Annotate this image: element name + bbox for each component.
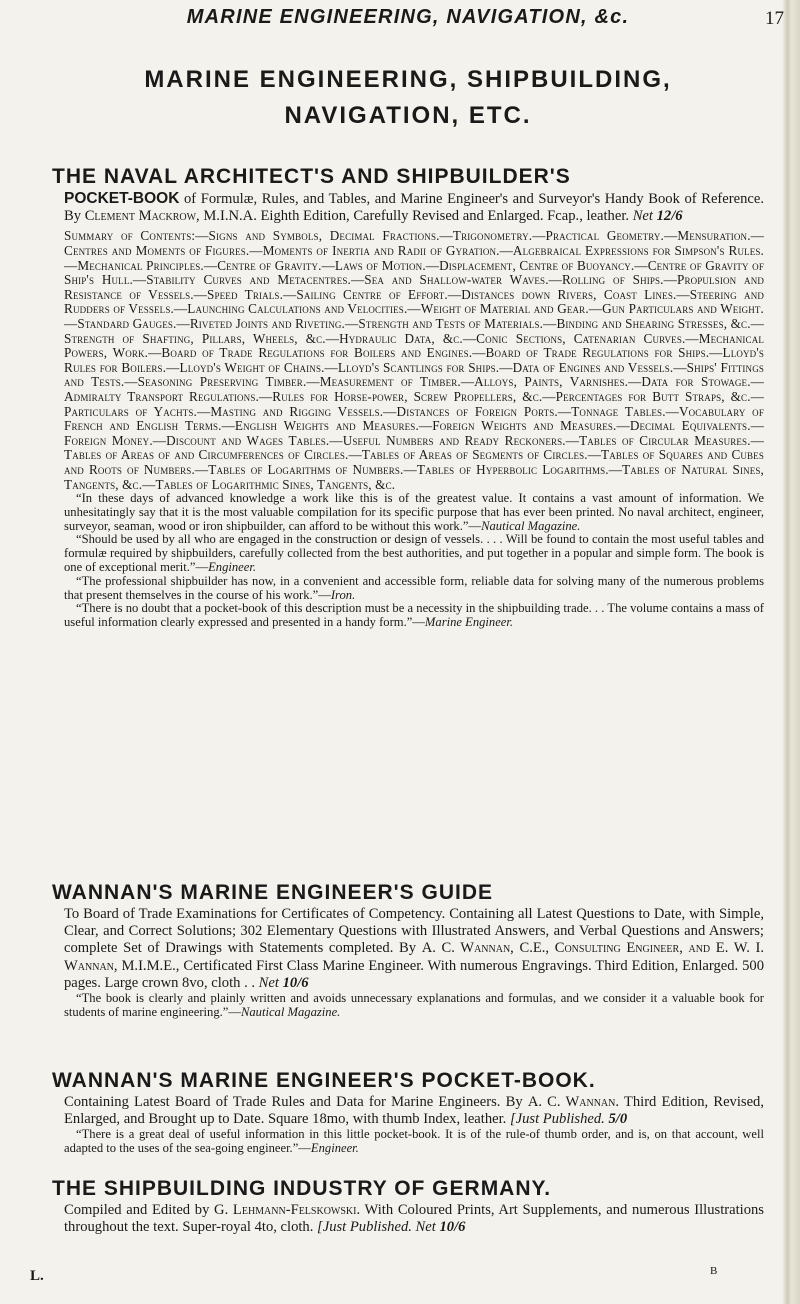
catalogue-page [30, 0, 784, 1304]
book-entry-shipbuilding-germany [52, 1176, 764, 1236]
description-text: Compiled and Edited by G. [64, 1202, 233, 1218]
review-source: Engineer. [208, 560, 256, 575]
review-text: “The book is clearly and plainly written and avoids unnecessary explanations and formulas, and we consider it a valuable book for students of marine engineering.”— [64, 991, 764, 1019]
book-contents: Summary of Contents:—Signs and Symbols, Decimal Fractions.—Trigonometry.—Practical Geometry.—Mensuration.—Centres and Moments of Figures.—Moments of Inertia and Radii of Gyration.—Algebraical Expressions for Simpson's Rules.—Mechanical Principles.—Centre of Gravity.—Laws of Motion.—Displacement, Centre of Buoyancy.—Centre of Gravity of Ship's Hull.—Stability Curves and Metacentres.—Sea and Shallow-water Waves.—Rolling of Ships.—Propulsion and Resistance of Vessels.—Speed Trials.—Sailing Centre of Effort.—Distances down Rivers, Coast Lines.—Steering and Rudders of Vessels.—Launching Calculations and Velocities.—Weight of Material and Gear.—Gun Particulars and Weight.—Standard Gauges.—Riveted Joints and Riveting.—Strength and Tests of Materials.—Binding and Shearing Stresses, &c.—Strength of Shafting, Pillars, Wheels, &c.—Hydraulic Data, &c.—Conic Sections, Catenarian Curves.—Mechanical Powers, Work.—Board of Trade Regulations for Boilers and Engines.—Board of Trade Regulations for Ships.—Lloyd's Rules for Boilers.—Lloyd's Weight of Chains.—Lloyd's Scantlings for Ships.—Data of Engines and Vessels.—Ships' Fittings and Tests.—Seasoning Preserving Timber.—Measurement of Timber.—Alloys, Paints, Varnishes.—Data for Stowage.—Admiralty Transport Regulations.—Rules for Horse-power, Screw Propellers, &c.—Percentages for Butt Straps, &c.—Particulars of Yachts.—Masting and Rigging Vessels.—Distances of Foreign Ports.—Tonnage Tables.—Vocabulary of French and English Terms.—English Weights and Measures.—Foreign Weights and Measures.—Decimal Equivalents.—Foreign Money.—Discount and Wages Tables.—Useful Numbers and Ready Reckoners.—Tables of Circular Measures.—Tables of Areas of and Circumferences of Circles.—Tables of Areas of Segments of Circles.—Tables of Squares and Cubes and Roots of Numbers.—Tables of Logarithms of Numbers.—Tables of Hyperbolic Logarithms.—Tables of Natural Sines, Tangents, &c.—Tables of Logarithmic Sines, Tangents, &c. [64, 228, 764, 492]
review-text: “Should be used by all who are engaged in the construction or design of vessels. . . . Will be found to contain the most useful tables and formulæ required by shipbuilders, carefully collected from the best authorities, and put together in a popular and simple form. The book is one of exceptional merit.”— [64, 532, 764, 575]
review-source: Iron. [330, 587, 356, 602]
book-description [64, 1202, 764, 1236]
book-author: A. C. Wannan, C.E., Consulting Engineer, and E. W. I. Wannan, M.I.M.E., [64, 940, 764, 974]
page-edge [782, 0, 800, 1304]
signature-mark: B [710, 1265, 718, 1277]
price-label: Net [258, 974, 279, 991]
description-text-2: With Coloured Prints, Art Supplements, and numerous Illustrations throughout the text. Super-royal 4to, cloth. [64, 1202, 764, 1236]
book-description [64, 190, 764, 225]
section-title-line-2: NAVIGATION, ETC. [284, 102, 532, 129]
book-title: THE NAVAL ARCHITECT'S AND SHIPBUILDER'S [52, 165, 571, 188]
book-entry-marine-engineers-guide [52, 880, 764, 1020]
review [64, 992, 764, 1020]
page-number: 17 [765, 8, 784, 29]
description-text-2: Certificated First Class Marine Engineer. With numerous Engravings. Third Edition, Enlarged. 500 pages. Large crown 8vo, cloth . . [64, 957, 764, 991]
review-text: “In these days of advanced knowledge a work like this is of the greatest value. It contains a vast amount of information. We unhesitatingly say that it is the most valuable compilation for its specific purpose that has ever been printed. No naval architect, engineer, surveyor, seaman, wood or iron shipbuilder, can afford to be without this work.”— [64, 491, 764, 533]
book-author: A. C. Wannan. [527, 1094, 620, 1110]
description-text: Containing Latest Board of Trade Rules and Data for Marine Engineers. By [64, 1094, 528, 1110]
review-text: “There is a great deal of useful information in this little pocket-book. It is of the rule-of thumb order, and is, on that account, well adapted to the uses of the sea-going engineer.”— [64, 1127, 764, 1156]
book-title: WANNAN'S MARINE ENGINEER'S POCKET-BOOK. [52, 1069, 596, 1092]
book-author: Lehmann-Felskowski. [232, 1202, 361, 1218]
review-source: Nautical Magazine. [240, 1004, 341, 1019]
footer-letter: L. [30, 1268, 44, 1284]
section-title [52, 62, 764, 134]
price-label: [Just Published. [509, 1111, 605, 1128]
book-price: 12/6 [656, 208, 683, 225]
book-price: 10/6 [282, 974, 309, 991]
book-price: 10/6 [439, 1219, 466, 1236]
book-price: 5/0 [608, 1111, 628, 1128]
book-title: WANNAN'S MARINE ENGINEER'S GUIDE [52, 881, 494, 904]
review [64, 533, 764, 574]
description-text: To Board of Trade Examinations for Certificates of Competency. Containing all Latest Questions to Date, with Simple, Clear, and Correct Solutions; 302 Elementary Questions with Illustrated Answers, and Verbal Questions and Answers; complete Set of Drawings with Statements completed. By [64, 906, 764, 957]
book-author: Clement Mackrow, M.I.N.A. [84, 208, 257, 225]
book-description [64, 906, 764, 992]
review [64, 1128, 764, 1156]
review [64, 602, 764, 630]
review [64, 492, 764, 533]
book-title: THE SHIPBUILDING INDUSTRY OF GERMANY. [52, 1177, 552, 1200]
review-source: Engineer. [310, 1141, 359, 1156]
book-description [64, 1094, 764, 1128]
description-text: of Formulæ, Rules, and Tables, and Marine Engineer's and Surveyor's Handy Book of Reference. By [64, 191, 764, 225]
review-text: “The professional shipbuilder has now, in a convenient and accessible form, reliable data for solving many of the numerous problems that present themselves in the course of his work.”— [64, 573, 764, 602]
running-head: MARINE ENGINEERING, NAVIGATION, &c. [186, 6, 630, 28]
review-text: “There is no doubt that a pocket-book of this description must be a necessity in the shipbuilding trade. . . The volume contains a mass of useful information clearly expressed and presented in a handy form.”— [64, 601, 764, 630]
review [64, 575, 764, 603]
review-source: Nautical Magazine. [481, 518, 581, 533]
book-entry-naval-architect [52, 164, 764, 630]
section-title-line-1: MARINE ENGINEERING, SHIPBUILDING, [144, 66, 672, 93]
book-entry-marine-engineers-pocket-book [52, 1068, 764, 1156]
review-source: Marine Engineer. [424, 615, 514, 630]
book-lead: POCKET-BOOK [64, 190, 180, 207]
price-label: Net [632, 208, 653, 225]
description-text-2: Eighth Edition, Carefully Revised and Enlarged. Fcap., leather. [256, 208, 633, 225]
price-label: [Just Published. Net [317, 1219, 436, 1236]
description-text-2: Third Edition, Revised, Enlarged, and Brought up to Date. Square 18mo, with thumb Index, leather. [64, 1094, 764, 1128]
